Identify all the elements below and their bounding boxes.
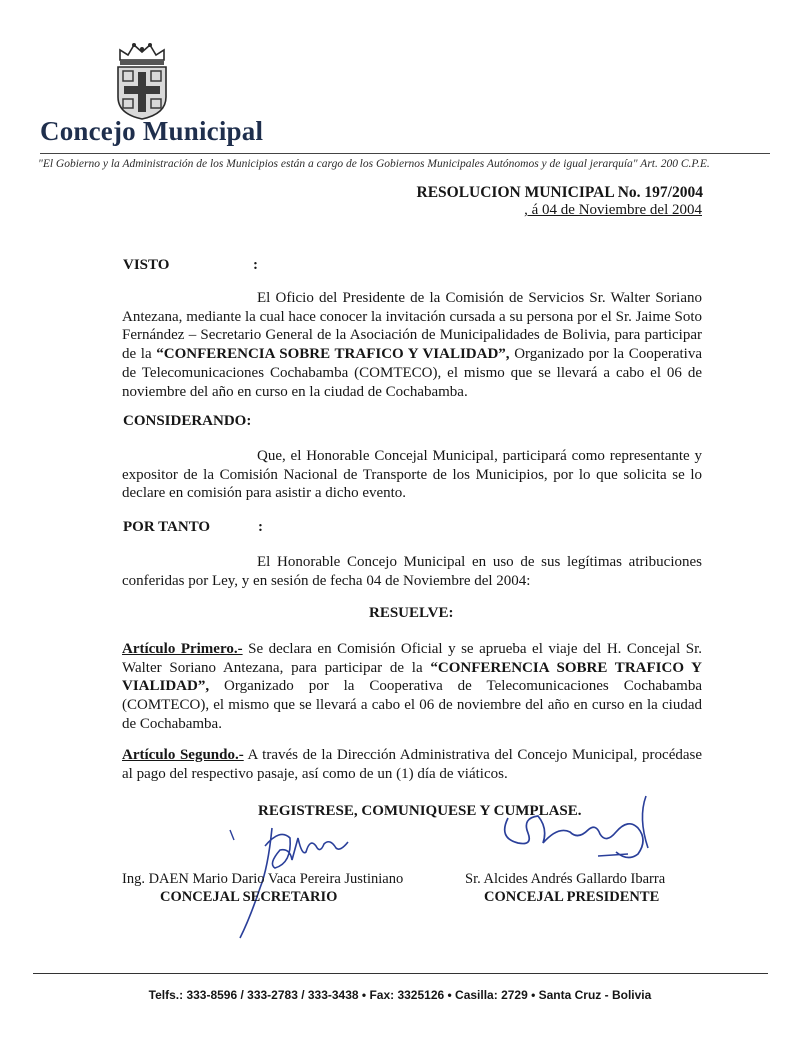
- resolution-date: , á 04 de Noviembre del 2004: [524, 202, 702, 218]
- section-heading-por-tanto: POR TANTO: [123, 519, 211, 535]
- municipal-crest-logo: [112, 42, 172, 120]
- por-tanto-colon: :: [258, 519, 263, 535]
- signatory-name-secretary: Ing. DAEN Mario Dario Vaca Pereira Justiniano: [122, 871, 404, 887]
- footer-contact-info: Telfs.: 333-8596 / 333-2783 / 333-3438 • Fax: 3325126 • Casilla: 2729 • Santa Cruz - Bolivia: [148, 988, 652, 1002]
- signatory-name-president: Sr. Alcides Andrés Gallardo Ibarra: [465, 871, 666, 887]
- section-heading-considerando: CONSIDERANDO:: [123, 413, 252, 429]
- por-tanto-paragraph: El Honorable Concejo Municipal en uso de sus legítimas atribuciones conferidas por Ley, y en sesión de fecha 04 de Noviembre del 2004:: [122, 554, 702, 589]
- article-second-paragraph: Artículo Segundo.- A través de la Dirección Administrativa del Concejo Municipal, procédase al pago del respectivo pasaje, así como de un (1) día de viáticos.: [122, 747, 703, 782]
- footer-divider: [33, 973, 768, 974]
- considerando-paragraph: Que, el Honorable Concejal Municipal, participará como representante y expositor de la Comisión Nacional de Transporte de los Municipios, por lo que solicita se lo declare en comisión para asistir a dicho evento.: [122, 448, 702, 502]
- visto-colon: :: [253, 257, 258, 273]
- section-heading-visto: VISTO: [123, 257, 170, 273]
- header-divider: [40, 153, 770, 154]
- signatory-title-president: CONCEJAL PRESIDENTE: [484, 889, 660, 905]
- signature-president-icon: [488, 788, 668, 878]
- signatory-title-secretary: CONCEJAL SECRETARIO: [160, 889, 338, 905]
- article-second-label: Artículo Segundo.-: [122, 747, 244, 763]
- article-first-label: Artículo Primero.-: [122, 641, 243, 657]
- closing-formula: REGISTRESE, COMUNIQUESE Y CUMPLASE.: [258, 803, 582, 819]
- section-heading-resuelve: RESUELVE:: [369, 605, 454, 621]
- organization-name: Concejo Municipal: [40, 116, 264, 146]
- constitutional-motto: "El Gobierno y la Administración de los Municipios están a cargo de los Gobiernos Municipales Autónomos y de igual jerarquía" Art. 200 C.P.E.: [38, 158, 710, 170]
- resolution-title: RESOLUCION MUNICIPAL No. 197/2004: [416, 184, 703, 201]
- article-first-paragraph: Artículo Primero.- Se declara en Comisión Oficial y se aprueba el viaje del H. Concejal Sr. Walter Soriano Antezana, para participar de la “CONFERENCIA SOBRE TRAFICO Y VIALIDAD”, Organizado por la Cooperativa de Telecomunicaciones Cochabamba (COMTECO), el mismo que se llevará a cabo el 06 de noviembre del año en curso en la ciudad de Cochabamba.: [122, 641, 703, 732]
- visto-paragraph: El Oficio del Presidente de la Comisión de Servicios Sr. Walter Soriano Antezana, mediante la cual hace conocer la invitación cursada a su persona por el Sr. Jaime Soto Fernández – Secretario General de la Asociación de Municipalidades de Bolivia, para participar de la “CONFERENCIA SOBRE TRAFICO Y VIALIDAD”, Organizado por la Cooperativa de Telecomunicaciones Cochabamba (COMTECO), el mismo que se llevará a cabo el 06 de noviembre del año en curso en la ciudad de Cochabamba.: [122, 290, 703, 400]
